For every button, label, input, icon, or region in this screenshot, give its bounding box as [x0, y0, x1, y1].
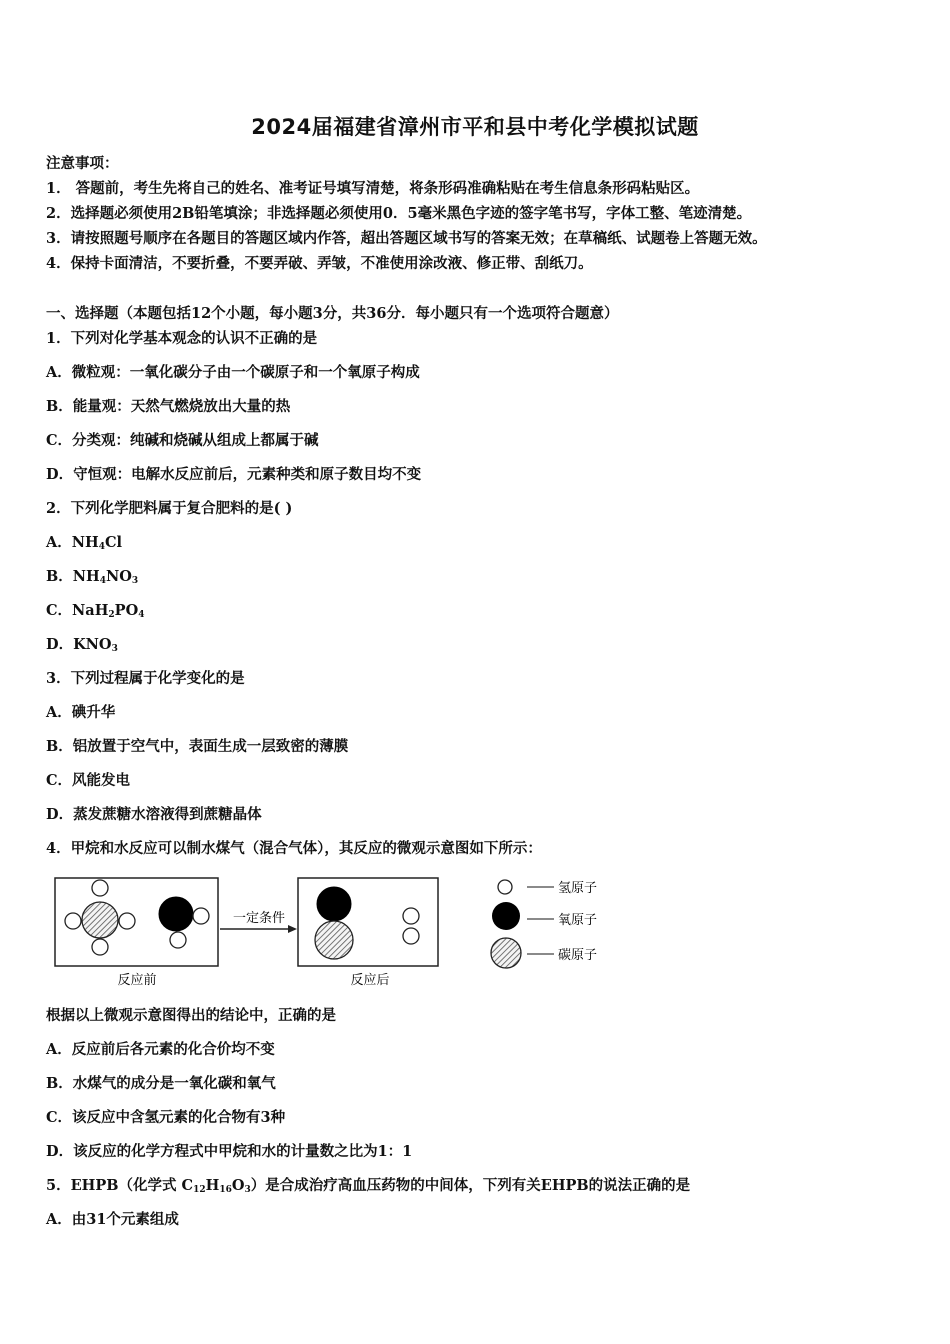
question-3-stem: 3．下列过程属于化学变化的是 — [46, 670, 245, 687]
reaction-diagram — [50, 868, 620, 988]
carbon-atom — [315, 921, 353, 959]
question-4-option-a: A．反应前后各元素的化合价均不变 — [46, 1041, 275, 1058]
question-2-option-c: C．$NaH_2PO_4$ — [46, 602, 145, 620]
question-1-option-c: C．分类观：纯碱和烧碱从组成上都属于碱 — [46, 432, 319, 449]
question-4-option-d: D．该反应的化学方程式中甲烷和水的计量数之比为1：1 — [46, 1143, 413, 1160]
hydrogen-atom — [65, 913, 81, 929]
question-5-option-a: A．由31个元素组成 — [46, 1211, 179, 1228]
after-label: 反应后 — [350, 973, 390, 988]
carbon-atom — [82, 902, 118, 938]
question-4-question: 根据以上微观示意图得出的结论中，正确的是 — [46, 1007, 336, 1024]
before-label: 反应前 — [117, 973, 157, 988]
legend-hydrogen-icon — [498, 880, 512, 894]
notice-heading: 注意事项： — [46, 155, 119, 172]
hydrogen-atom — [403, 908, 419, 924]
hydrogen-atom — [403, 928, 419, 944]
hydrogen-atom — [92, 939, 108, 955]
hydrogen-atom — [193, 908, 209, 924]
question-1-stem: 1．下列对化学基本观念的认识不正确的是 — [46, 330, 318, 347]
question-3-option-c: C．风能发电 — [46, 772, 131, 789]
question-2-option-d: D．$KNO_3$ — [46, 636, 118, 654]
arrow-head — [288, 925, 297, 933]
legend-oxygen-label: 氧原子 — [558, 913, 598, 928]
question-3-option-a: A．碘升华 — [46, 704, 116, 721]
question-3-option-d: D．蒸发蔗糖水溶液得到蔗糖晶体 — [46, 806, 262, 823]
legend-carbon-label: 碳原子 — [558, 948, 598, 963]
legend-hydrogen-label: 氢原子 — [558, 881, 598, 896]
notice-item: 2．选择题必须使用2B铅笔填涂；非选择题必须使用0．5毫米黑色字迹的签字笔书写，字体工整、笔迹清楚。 — [46, 205, 752, 222]
legend-carbon-icon — [491, 938, 521, 968]
question-5-stem: 5．EHPB（化学式 $C_{12}H_{16}O_3$）是合成治疗高血压药物的中间体，下列有关EHPB的说法正确的是 — [46, 1177, 691, 1195]
oxygen-atom — [317, 887, 351, 921]
question-2-stem: 2．下列化学肥料属于复合肥料的是( ) — [46, 500, 293, 517]
section-heading: 一、选择题（本题包括12个小题，每小题3分，共36分．每小题只有一个选项符合题意） — [46, 305, 619, 322]
notice-item: 3．请按照题号顺序在各题目的答题区域内作答，超出答题区域书写的答案无效；在草稿纸、试题卷上答题无效。 — [46, 230, 767, 247]
page-title: 2024届福建省漳州市平和县中考化学模拟试题 — [251, 115, 699, 139]
question-4-option-c: C．该反应中含氢元素的化合物有3种 — [46, 1109, 286, 1126]
hydrogen-atom — [92, 880, 108, 896]
hydrogen-atom — [119, 913, 135, 929]
question-1-option-d: D．守恒观：电解水反应前后，元素种类和原子数目均不变 — [46, 466, 422, 483]
notice-item: 4．保持卡面清洁，不要折叠，不要弄破、弄皱，不准使用涂改液、修正带、刮纸刀。 — [46, 255, 593, 272]
arrow-label: 一定条件 — [232, 911, 286, 926]
question-2-option-b: B．$NH_4NO_3$ — [46, 568, 139, 586]
notice-item: 1． 答题前，考生先将自己的姓名、准考证号填写清楚，将条形码准确粘贴在考生信息条形码粘贴区。 — [46, 180, 700, 197]
question-2-option-a: A．$NH_4Cl$ — [46, 534, 123, 552]
hydrogen-atom — [170, 932, 186, 948]
question-4-option-b: B．水煤气的成分是一氧化碳和氧气 — [46, 1075, 276, 1092]
question-4-stem: 4．甲烷和水反应可以制水煤气（混合气体），其反应的微观示意图如下所示： — [46, 840, 542, 857]
question-3-option-b: B．铝放置于空气中，表面生成一层致密的薄膜 — [46, 738, 349, 755]
oxygen-atom — [159, 897, 193, 931]
question-1-option-b: B．能量观：天然气燃烧放出大量的热 — [46, 398, 291, 415]
question-1-option-a: A．微粒观：一氧化碳分子由一个碳原子和一个氧原子构成 — [46, 364, 420, 381]
legend-oxygen-icon — [492, 902, 520, 930]
